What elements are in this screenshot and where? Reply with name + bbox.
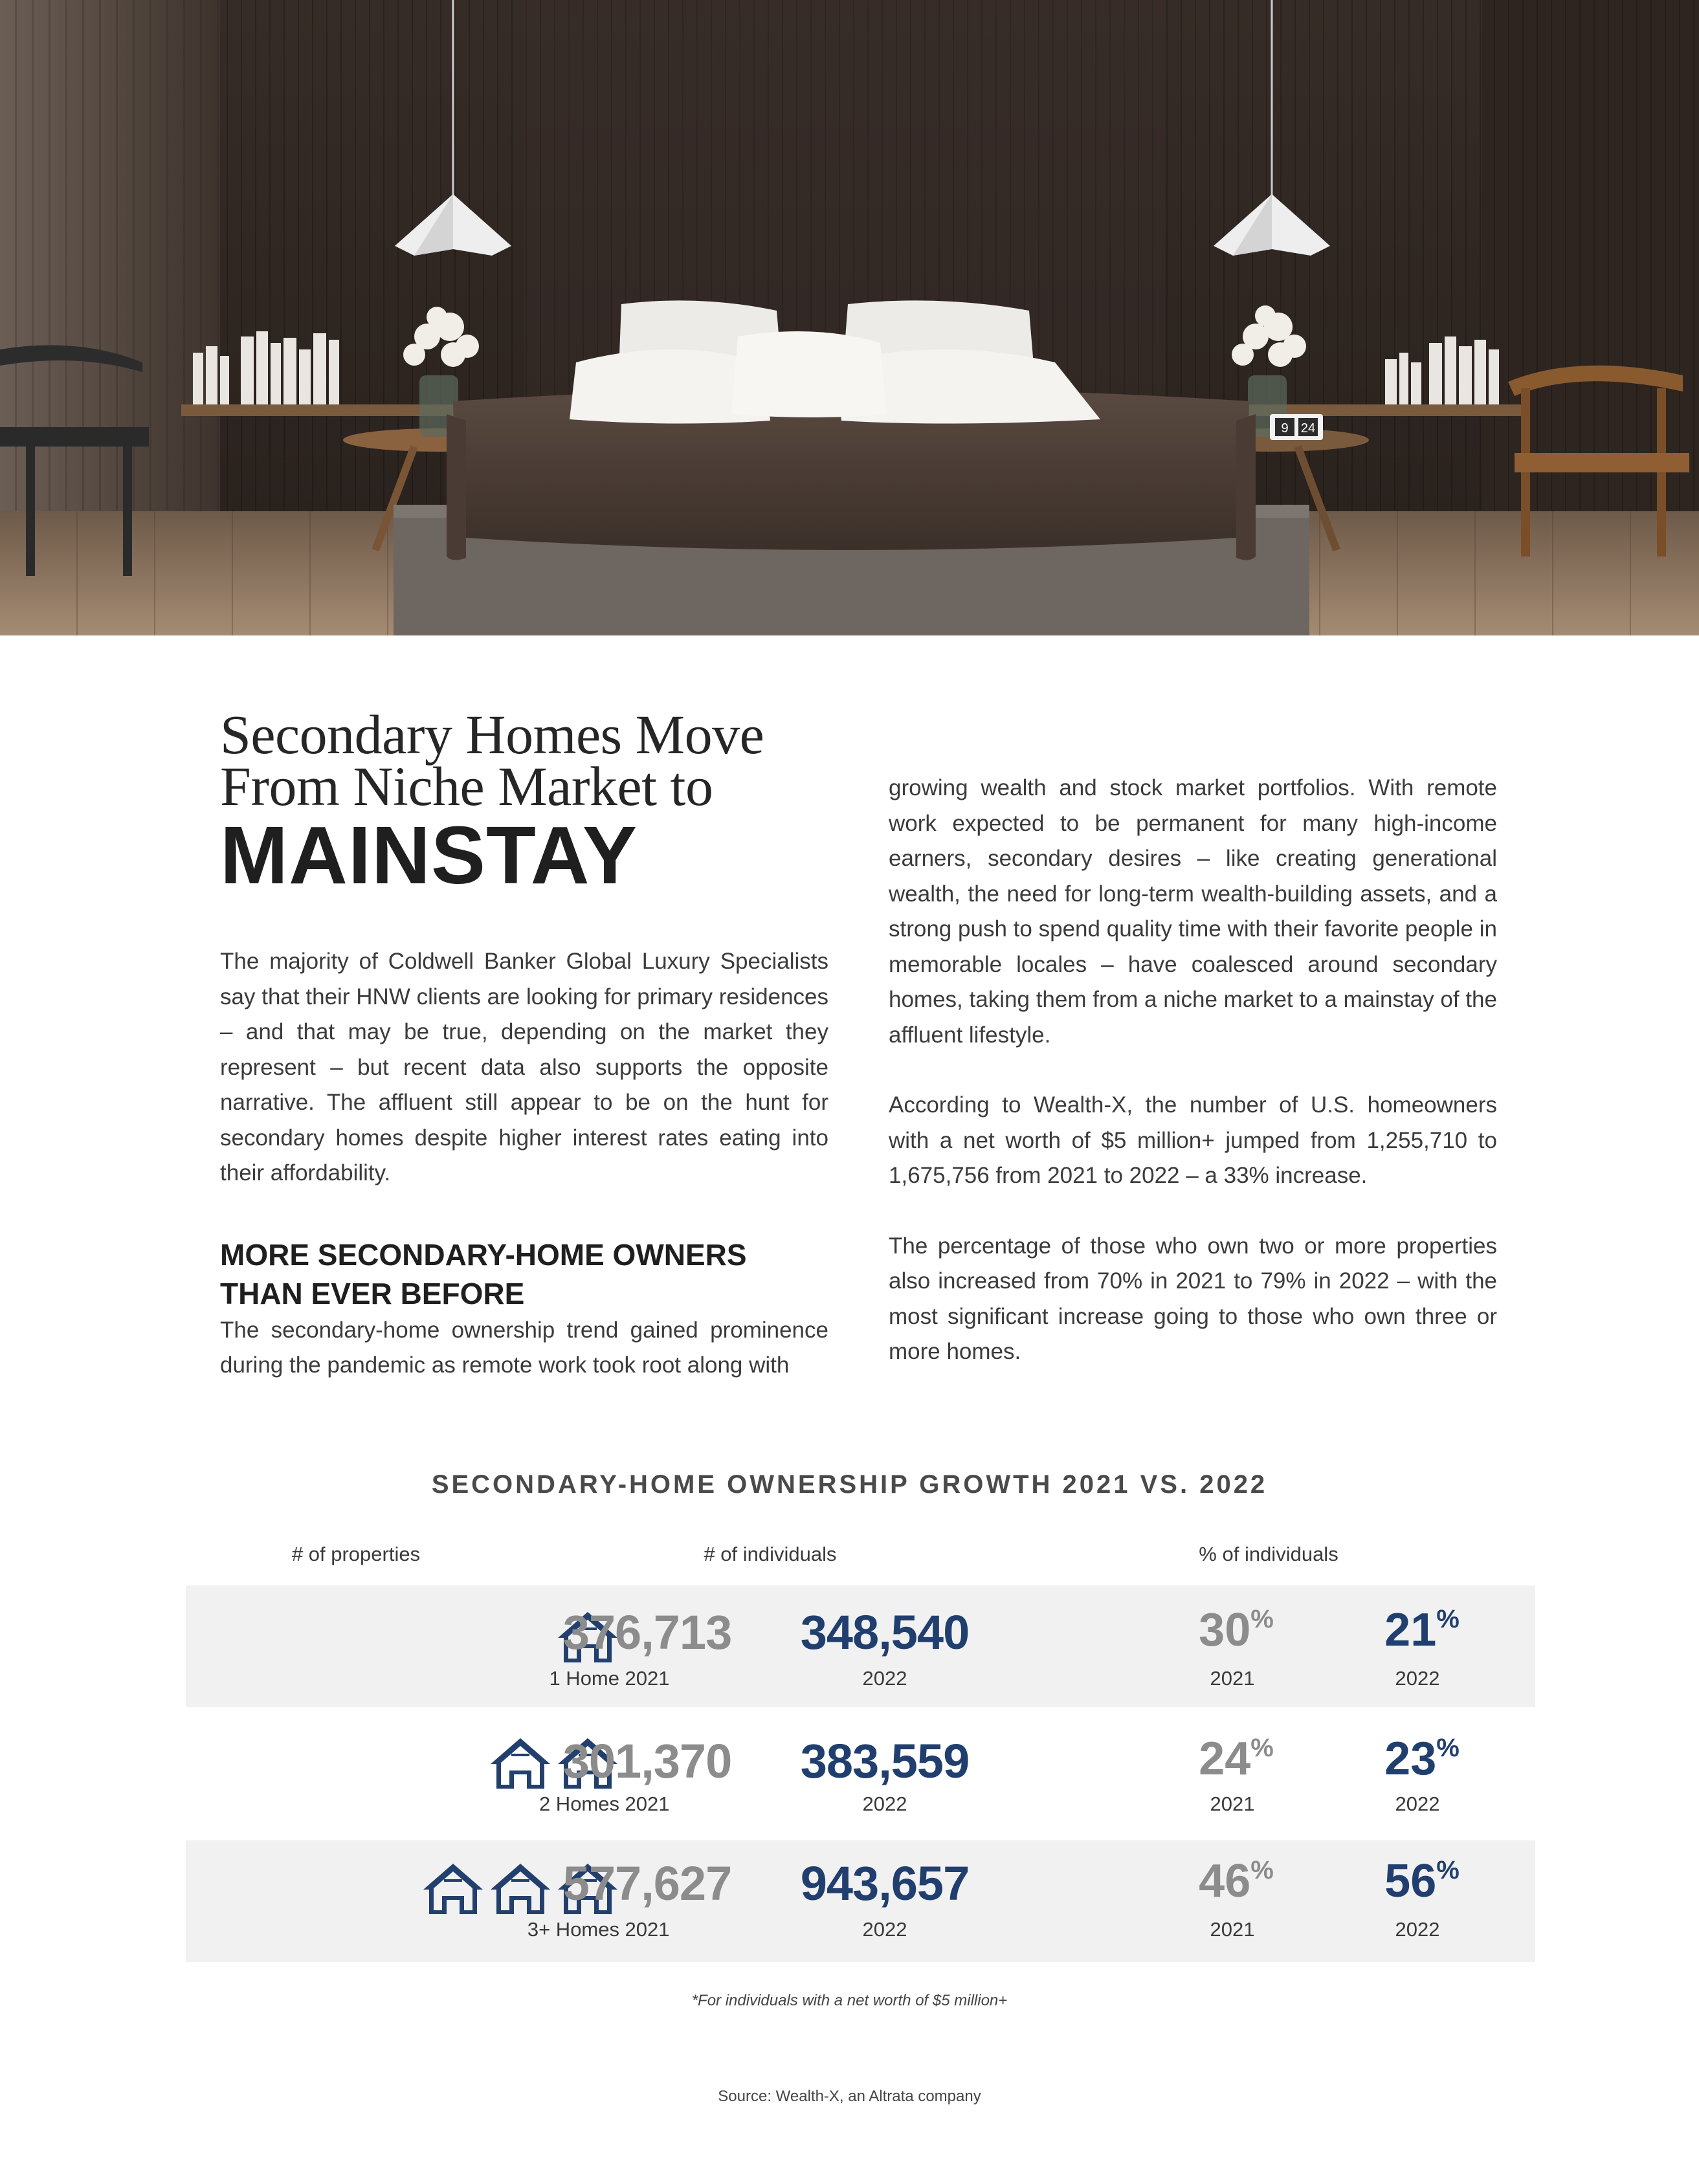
individuals-2021: 301,370 bbox=[562, 1734, 732, 1788]
table-row bbox=[186, 1585, 1535, 1707]
wealthx-paragraph: According to Wealth-X, the number of U.S. homeowners with a net worth of $5 million+ jumped from 1,255,710 to 1,675,756 from 2021 to 2022 – a 33% increase. bbox=[889, 1092, 1497, 1188]
title-line-2: From Niche Market to bbox=[220, 755, 713, 817]
intro-paragraph: The majority of Coldwell Banker Global Luxury Specialists say that their HNW clients are looking for primary residences – and that may be true, depending on the market they represent – but recent data also supports the opposite narrative. The affluent still appear to be on the hunt for secondary homes despite higher interest rates eating into their affordability. bbox=[220, 949, 828, 1186]
percent-2022: 23% bbox=[1384, 1733, 1460, 1785]
percent-2021: 30% bbox=[1199, 1604, 1274, 1656]
header-percent: % of individuals bbox=[1199, 1543, 1338, 1565]
year-label: 2022 bbox=[1395, 1792, 1440, 1815]
house-icon bbox=[421, 1860, 485, 1917]
year-label: 2021 bbox=[625, 1667, 670, 1690]
year-label: 2022 bbox=[862, 1667, 907, 1690]
row-label: 2 Homes bbox=[539, 1792, 619, 1815]
year-label: 2021 bbox=[625, 1918, 670, 1941]
table-row bbox=[186, 1706, 1535, 1828]
percent-2022: 56% bbox=[1384, 1855, 1460, 1907]
trend-paragraph-continued: growing wealth and stock market portfolios. With remote work expected to be permanent for many high-income earners, secondary desires – like creating generational wealth, the need for long-term wealth-building assets, and a strong push to spend quality time with their favorite people in memorable locales – have coalesced around secondary homes, taking them from a niche market to a mainstay of the affluent lifestyle. bbox=[889, 775, 1497, 1048]
year-label: 2022 bbox=[862, 1792, 907, 1815]
article-right-column bbox=[889, 771, 1497, 1370]
year-label: 2021 bbox=[1210, 1667, 1255, 1690]
year-label: 2021 bbox=[1210, 1918, 1255, 1941]
individuals-2021: 376,713 bbox=[562, 1605, 732, 1659]
trend-paragraph-start: The secondary-home ownership trend gained prominence during the pandemic as remote work took root along with bbox=[220, 1317, 828, 1378]
section-heading bbox=[220, 1235, 828, 1313]
year-label: 2021 bbox=[625, 1792, 670, 1815]
row-label: 3+ Homes bbox=[527, 1918, 619, 1941]
year-label: 2021 bbox=[1210, 1792, 1255, 1815]
percent-2021: 24% bbox=[1199, 1733, 1274, 1785]
year-label: 2022 bbox=[1395, 1667, 1440, 1690]
title-line-3: MAINSTAY bbox=[220, 810, 638, 901]
source-credit: Source: Wealth-X, an Altrata company bbox=[718, 2088, 981, 2105]
header-properties: # of properties bbox=[291, 1543, 421, 1565]
header-individuals: # of individuals bbox=[704, 1543, 837, 1565]
percentage-paragraph: The percentage of those who own two or more properties also increased from 70% in 2021 to 79% in 2022 – with the most significant increase going to those who own three or more homes. bbox=[889, 1233, 1497, 1364]
title-line-1: Secondary Homes Move bbox=[220, 703, 764, 766]
clock-right-digit: 24 bbox=[1300, 421, 1316, 436]
row-label: 1 Home bbox=[549, 1667, 619, 1690]
percent-2022: 21% bbox=[1384, 1604, 1460, 1656]
section-heading-line-2: THAN EVER BEFORE bbox=[220, 1276, 525, 1310]
year-label: 2022 bbox=[1395, 1918, 1440, 1941]
individuals-2022: 943,657 bbox=[800, 1857, 970, 1910]
table-row bbox=[186, 1840, 1535, 1962]
footnote: *For individuals with a net worth of $5 million+ bbox=[691, 1992, 1008, 2009]
year-label: 2022 bbox=[862, 1918, 907, 1941]
individuals-2021: 577,627 bbox=[562, 1857, 732, 1910]
individuals-2022: 383,559 bbox=[800, 1734, 970, 1788]
section-heading-line-1: MORE SECONDARY-HOME OWNERS bbox=[220, 1237, 747, 1272]
article-left-column bbox=[220, 703, 828, 1384]
infographic-title: SECONDARY-HOME OWNERSHIP GROWTH 2021 VS. 2022 bbox=[431, 1470, 1268, 1499]
clock-left-digit: 9 bbox=[1281, 421, 1289, 436]
individuals-2022: 348,540 bbox=[800, 1605, 970, 1659]
percent-2021: 46% bbox=[1199, 1855, 1274, 1907]
hero-bedroom-photo bbox=[0, 0, 1699, 635]
